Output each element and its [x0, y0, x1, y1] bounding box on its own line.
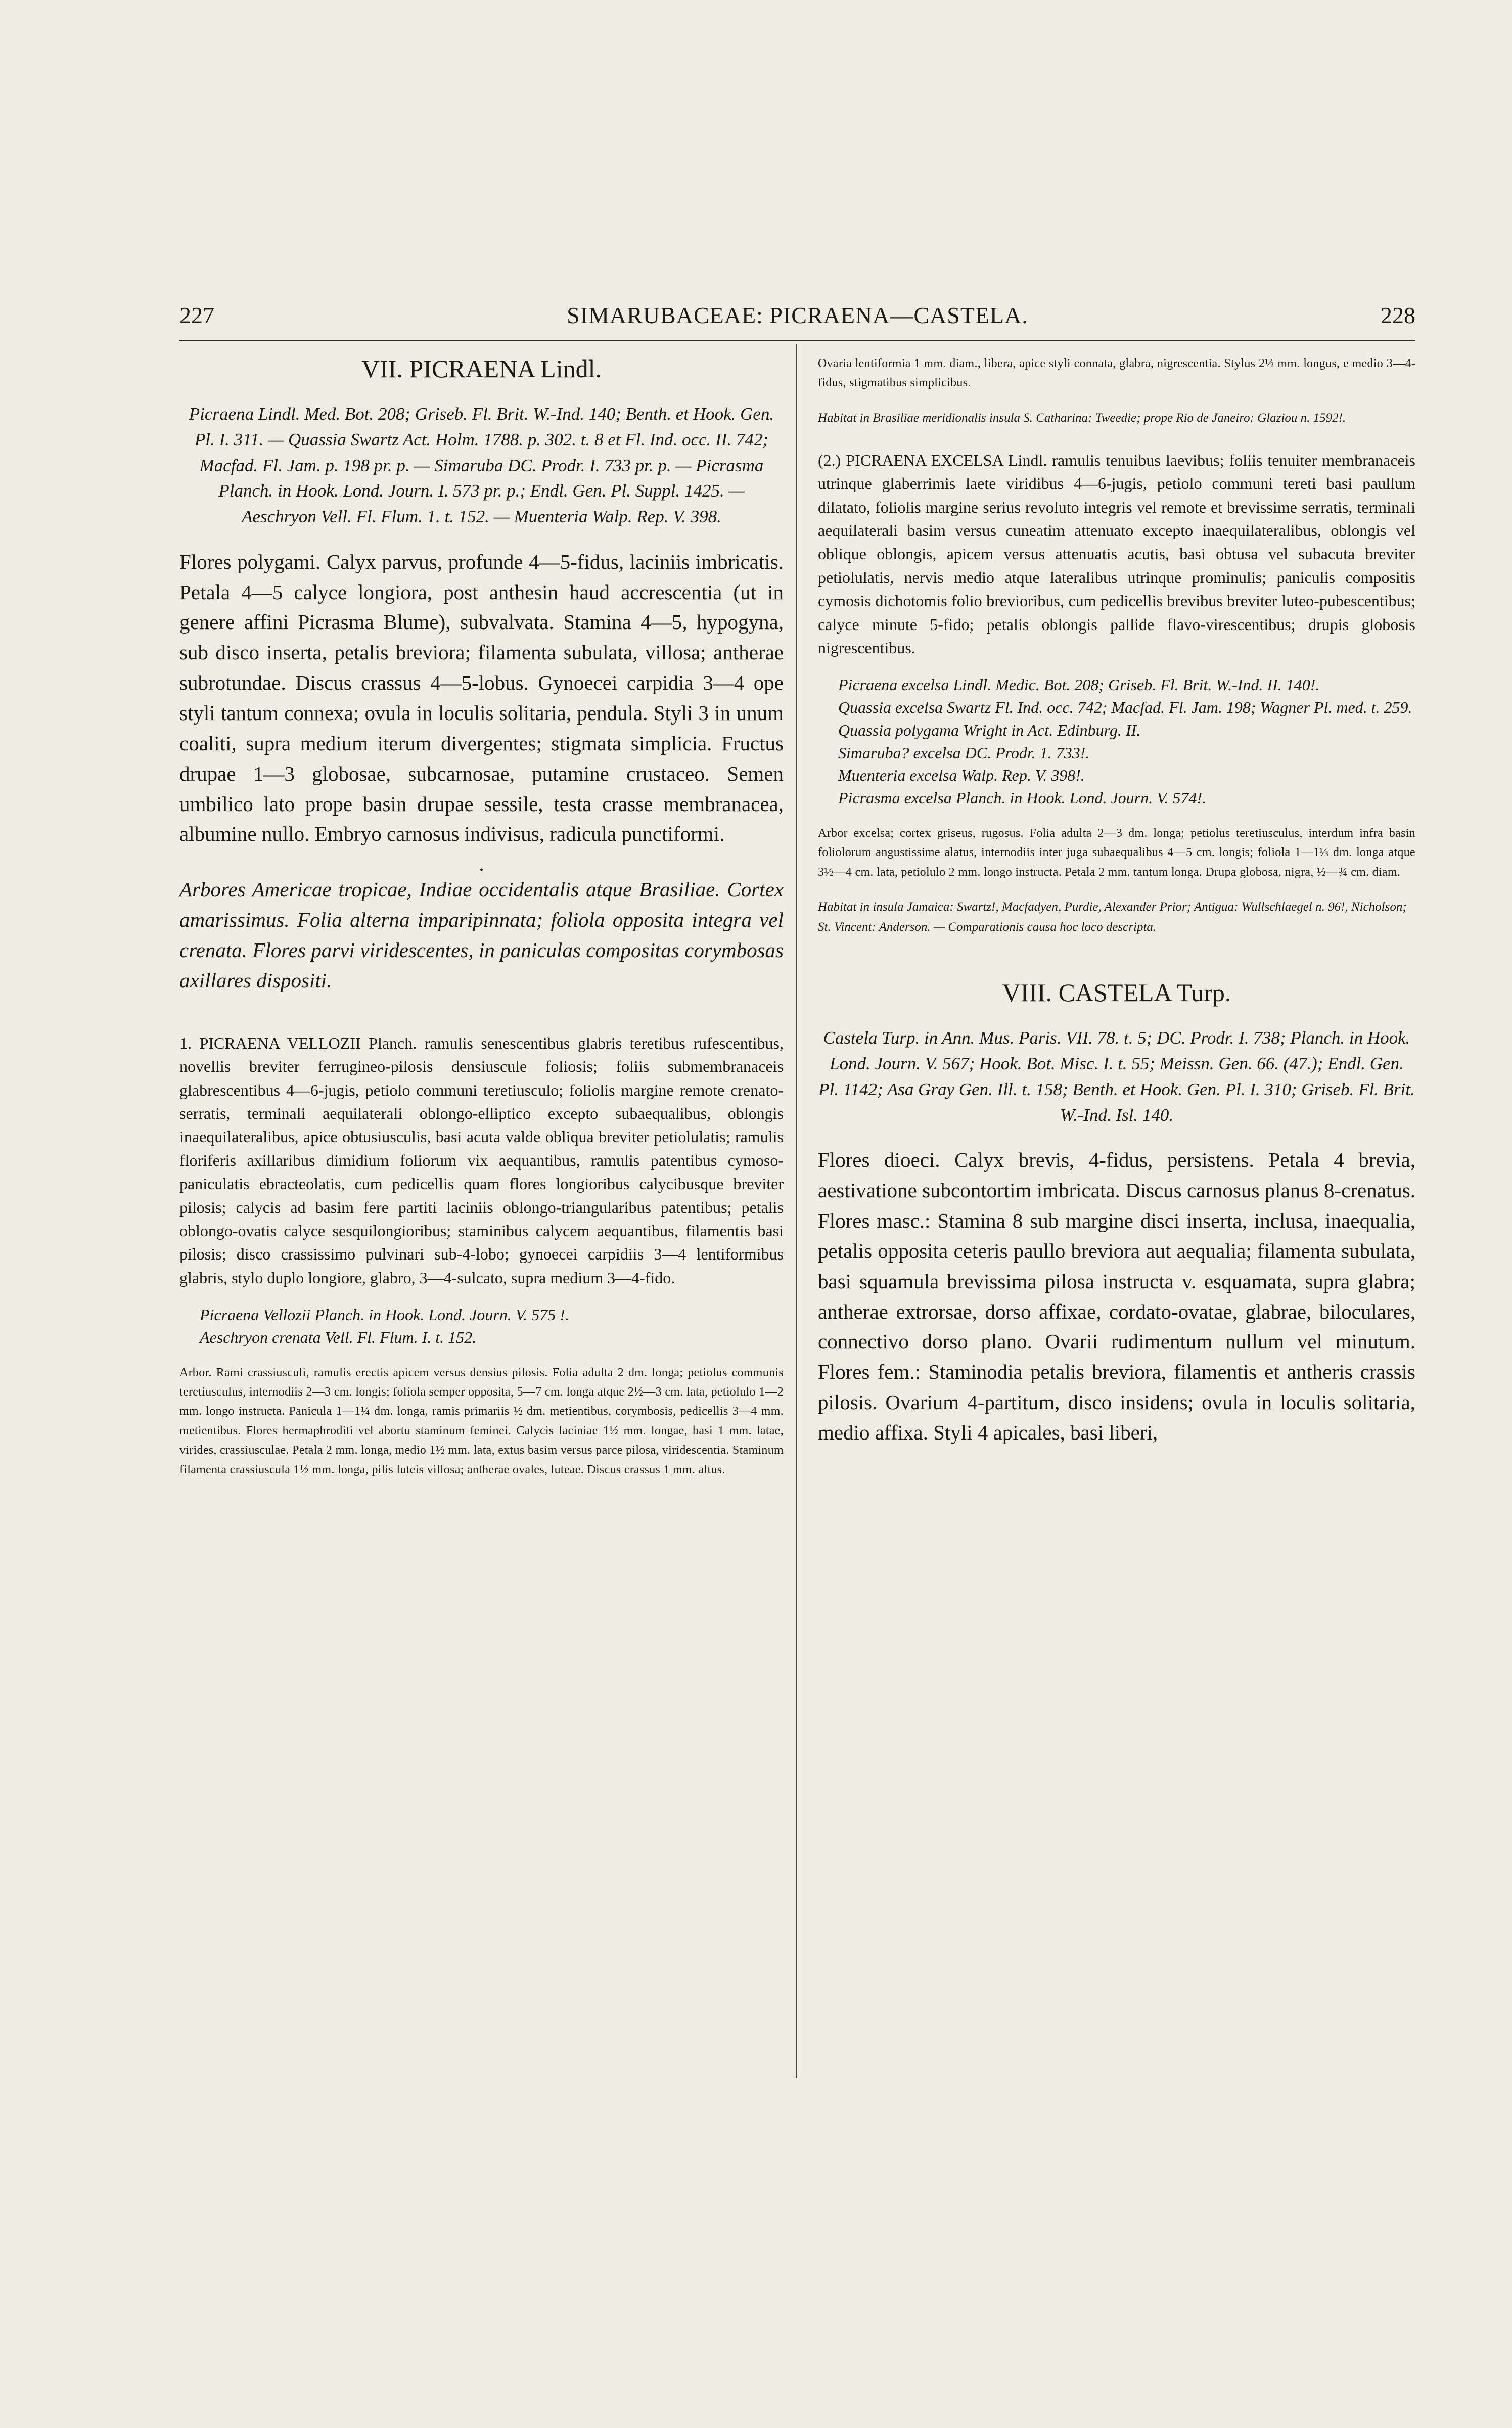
header-rule [179, 340, 1415, 341]
genus-heading-picraena: VII. PICRAENA Lindl. [361, 354, 602, 383]
genus-distribution: Arbores Americae tropicae, Indiae occidentalis atque Brasiliae. Cortex amarissimus. Folia alterna imparipinnata; foliola opposita integra vel crenata. Flores parvi viridescentes, in paniculas compositas corymbosas axillares dispositi. [179, 878, 784, 992]
castela-synonymy: Castela Turp. in Ann. Mus. Paris. VII. 78. t. 5; DC. Prodr. I. 738; Planch. in Hook. Lond. Journ. V. 567; Hook. Bot. Misc. I. t. 55; Meissn. Gen. 66. (47.); Endl. Gen. Pl. 1142; Asa Gray Gen. Ill. t. 158; Benth. et Hook. Gen. Pl. I. 310; Griseb. Fl. Brit. W.-Ind. Isl. 140. [818, 1028, 1415, 1125]
genus-heading-castela: VIII. CASTELA Turp. [1002, 978, 1231, 1007]
species-excelsa-references [818, 673, 1415, 810]
species-excelsa-habitat: Habitat in insula Jamaica: Swartz!, Macfadyen, Purdie, Alexander Prior; Antigua: Wullschlaegel n. 96!, Nicholson; St. Vincent: Anderson. — Comparationis causa hoc loco descripta. [818, 900, 1407, 934]
running-title: SIMARUBACEAE: PICRAENA—CASTELA. [567, 302, 1028, 328]
species-vellozii-references [179, 1303, 784, 1349]
species-excelsa-details: Arbor excelsa; cortex griseus, rugosus. Folia adulta 2—3 dm. longa; petiolus teretiusculus, interdum infra basin foliolorum angustissime alatus, internodiis inter juga subaequalibus 4—5 cm. longis; foliola 1—1⅓ dm. longa atque 3½—4 cm. lata, petiolulo 2 mm. longo instructa. Petala 2 mm. tantum longa. Drupa globosa, nigra, ½—¾ cm. diam. [818, 827, 1415, 879]
reference-line: Simaruba? excelsa DC. Prodr. 1. 733!. [838, 743, 1090, 762]
castela-description: Flores dioeci. Calyx brevis, 4-fidus, persistens. Petala 4 brevia, aestivatione subcontortim imbricata. Discus carnosus planus 8-crenatus. Flores masc.: Stamina 8 sub margine disci inserta, inclusa, inaequalia, petalis opposita ceteris paullo breviora aut aequalia; filamenta subulata, basi squamula brevissima pilosa instructa v. esquamata, supra glabra; antherae extrorsae, dorso affixae, cordato-ovatae, glabrae, biloculares, connectivo dorso plano. Ovarii rudimentum nullum vel minutum. Flores fem.: Staminodia petalis breviora, filamentis et antheris crassis pilosis. Ovarium 4-partitum, disco insidens; ovula in loculis solitaria, medio affixa. Styli 4 apicales, basi liberi, [818, 1148, 1415, 1444]
genus-synonymy: Picraena Lindl. Med. Bot. 208; Griseb. Fl. Brit. W.-Ind. 140; Benth. et Hook. Gen. Pl. I. 311. — Quassia Swartz Act. Holm. 1788. p. 302. t. 8 et Fl. Ind. occ. II. 742; Macfad. Fl. Jam. p. 198 pr. p. — Simaruba DC. Prodr. I. 733 pr. p. — Picrasma Planch. in Hook. Lond. Journ. I. 573 pr. p.; Endl. Gen. Pl. Suppl. 1425. — Aeschryon Vell. Fl. Flum. 1. t. 152. — Muenteria Walp. Rep. V. 398. [189, 404, 774, 526]
reference-line: Quassia excelsa Swartz Fl. Ind. occ. 742; Macfad. Fl. Jam. 198; Wagner Pl. med. t. 259. [838, 698, 1412, 717]
reference-line: Picrasma excelsa Planch. in Hook. Lond. Journ. V. 574!. [838, 789, 1207, 807]
species-vellozii-details: Arbor. Rami crassiusculi, ramulis erectis apicem versus densius pilosis. Folia adulta 2 dm. longa; petiolus communis teretiusculus, internodiis 2—3 cm. longis; foliola semper opposita, 5—7 cm. longa atque 2½—3 cm. lata, petiolulo 1—2 mm. longo instructa. Panicula 1—1¼ dm. longa, ramis primariis ½ dm. metientibus, corymbosis, pedicellis 3—4 mm. metientibus. Flores hermaphroditi vel abortu staminum feminei. Calycis laciniae 1½ mm. longae, basi 1 mm. latae, virides, crassiusculae. Petala 2 mm. longa, medio 1½ mm. lata, extus basim versus parce pilosa, viridescentia. Staminum filamenta crassiuscula 1½ mm. longa, pilis luteis villosa; antherae ovales, luteae. Discus crassus 1 mm. altus. [179, 1366, 784, 1476]
vellozii-details-continued: Ovaria lentiformia 1 mm. diam., libera, apice styli connata, glabra, nigrescentia. Stylus 2½ mm. longus, e medio 3—4-fidus, stigmatibus simplicibus. [818, 357, 1415, 390]
separator-dot: • [479, 865, 483, 876]
page-number-left: 227 [179, 302, 214, 328]
reference-line: Picraena Vellozii Planch. in Hook. Lond. Journ. V. 575 !. [200, 1306, 569, 1324]
species-vellozii-description: 1. PICRAENA VELLOZII Planch. ramulis senescentibus glabris teretibus rufescentibus, novellis breviter ferrugineo-pilosis densiuscule foliosis; foliis submembranaceis glabrescentibus 4—6-jugis, petiolo communi teretiusculo; foliolis margine remote crenato-serratis, terminali aequilaterali oblongo-elliptico excepto subaequalibus, oblongis inaequilateralibus, apice obtusiusculis, basi acuta valde obliqua breviter petiolulatis; ramulis floriferis axillaribus dimidium foliorum vix aequantibus, ramulis patentibus cymoso-paniculatis ebracteolatis, cum pedicellis quam flores longioribus calycibusque breviter pilosis; calycis ad basim fere partiti laciniis oblongo-triangularibus patentibus; petalis oblongo-ovatis calyce sesquilongioribus; staminibus calycem aequantibus, filamentis basi pilosis; disco crassissimo pulvinari sub-4-lobo; gynoecei carpidiis 3—4 lentiformibus glabris, stylo duplo longiore, glabro, 3—4-sulcato, supra medium 3—4-fido. [179, 1033, 784, 1287]
vellozii-habitat: Habitat in Brasiliae meridionalis insula S. Catharina: Tweedie; prope Rio de Janeiro: Glaziou n. 1592!. [818, 411, 1346, 425]
left-column [179, 354, 784, 1495]
page-number-right: 228 [1381, 302, 1415, 328]
reference-line: Quassia polygama Wright in Act. Edinburg. II. [838, 721, 1141, 739]
right-column [818, 354, 1415, 1463]
reference-line: Picraena excelsa Lindl. Medic. Bot. 208; Griseb. Fl. Brit. W.-Ind. II. 140!. [838, 676, 1320, 694]
genus-description: Flores polygami. Calyx parvus, profunde 4—5-fidus, laciniis imbricatis. Petala 4—5 calyce longiora, post anthesin haud accrescentia (ut in genere affini Picrasma Blume), subvalvata. Stamina 4—5, hypogyna, sub disco inserta, petalis breviora; filamenta subulata, villosa; antherae subrotundae. Discus crassus 4—5-lobus. Gynoecei carpidia 3—4 ope styli tantum connexa; ovula in loculis solitaria, pendula. Styli 3 in unum coaliti, supra medium iterum divergentes; stigmata simplicia. Fructus drupae 1—3 globosae, subcarnosae, putamine crustaceo. Semen umbilico lato prope basin drupae sessile, testa crasse membranacea, albumine nullo. Embryo carnosus indivisus, radicula punctiformi. [179, 550, 784, 846]
reference-line: Muenteria excelsa Walp. Rep. V. 398!. [838, 766, 1085, 785]
column-rule [796, 344, 797, 2078]
species-excelsa-description: (2.) PICRAENA EXCELSA Lindl. ramulis tenuibus laevibus; foliis tenuiter membranaceis utrinque glaberrimis laete viridibus 4—6-jugis, petiolo communi tereti basi paullum dilatato, foliolis margine serius revoluto integris vel remote et brevissime serratis, terminali aequilaterali basim versus cuneatim attenuato excepto inaequilateralibus, oblongis vel oblique oblongis, apicem versus attenuatis acutis, basi obtusa vel subacuta breviter petiolulatis, nervis medio atque lateralibus utrinque prominulis; paniculis compositis cymosis dichotomis folio brevioribus, cum pedicellis brevibus breviter luteo-pubescentibus; calyce minute 5-fido; petalis oblongis pallide flavo-virescentibus; drupis globosis nigrescentibus. [818, 451, 1415, 657]
reference-line: Aeschryon crenata Vell. Fl. Flum. I. t. 152. [200, 1328, 477, 1346]
running-header [179, 302, 1415, 337]
